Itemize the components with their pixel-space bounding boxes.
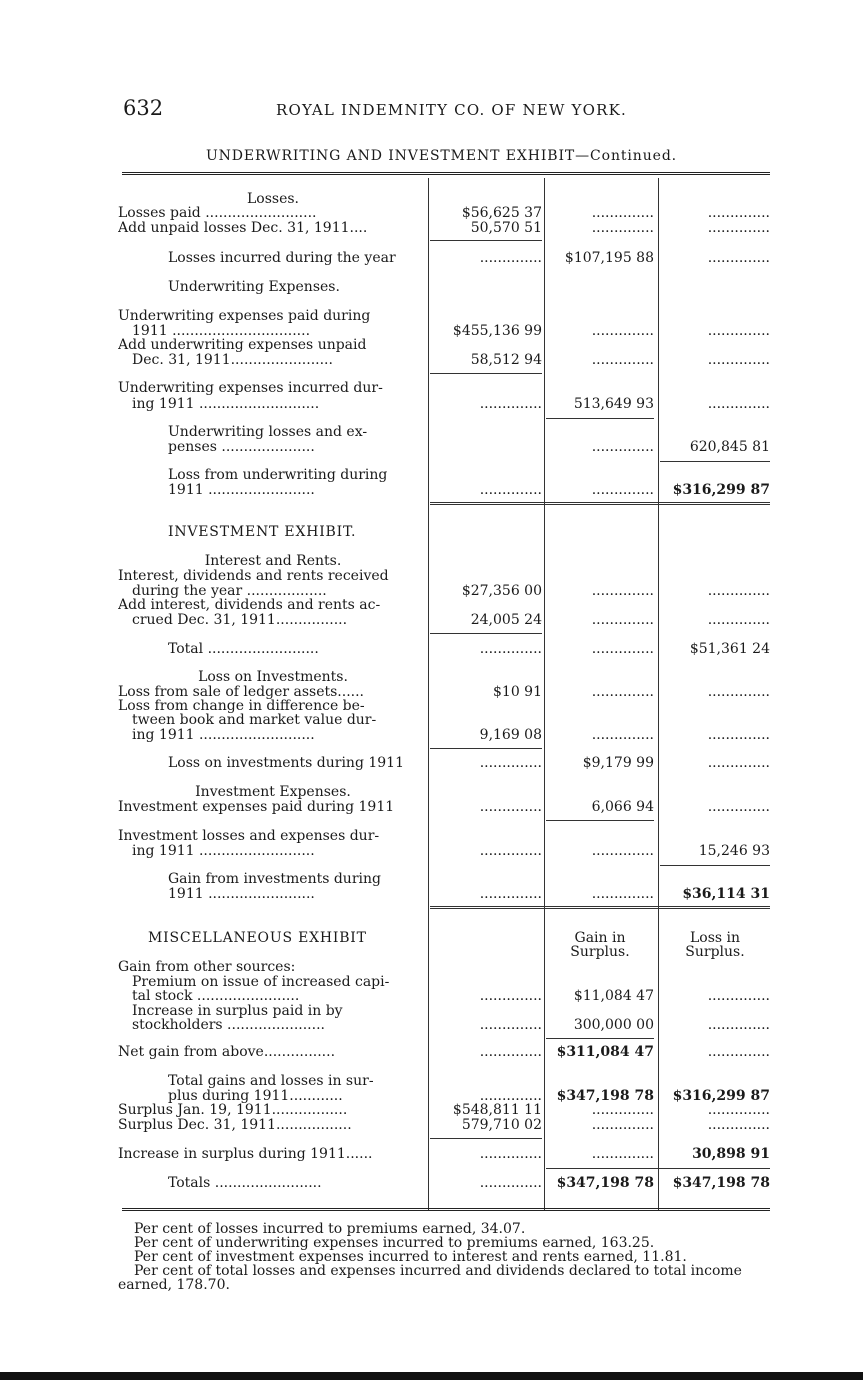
- cell-col1: 9,169 08: [479, 728, 542, 743]
- row-label: Surplus Jan. 19, 1911.................: [118, 1103, 348, 1118]
- column-divider: [544, 178, 545, 1210]
- row-label: 1911 ...............................: [132, 324, 311, 339]
- cell-col1: $56,625 37: [461, 206, 542, 221]
- cell-col1: ..............: [479, 887, 542, 902]
- row-label: Loss from underwriting during: [168, 468, 388, 483]
- cell-col3: ..............: [707, 800, 770, 815]
- row-label: Gain from other sources:: [118, 960, 296, 975]
- cell-col3: $347,198 78: [672, 1176, 770, 1191]
- cell-col2: $347,198 78: [556, 1089, 654, 1104]
- row-label: Interest, dividends and rents received: [118, 569, 389, 584]
- cell-col1: $27,356 00: [461, 584, 542, 599]
- running-head: ROYAL INDEMNITY CO. OF NEW YORK.: [275, 101, 628, 119]
- cell-col1: ..............: [479, 1147, 542, 1162]
- row-label: Increase in surplus during 1911......: [118, 1147, 373, 1162]
- subtotal-rule: [430, 373, 542, 374]
- cell-col3: ..............: [707, 1018, 770, 1033]
- cell-col1: ..............: [479, 1018, 542, 1033]
- row-label: Add interest, dividends and rents ac-: [118, 598, 381, 613]
- row-label: Net gain from above................: [118, 1045, 336, 1060]
- cell-col1: ..............: [479, 844, 542, 859]
- cell-col1: ..............: [479, 989, 542, 1004]
- cell-col1: ..............: [479, 251, 542, 266]
- footnote: Per cent of losses incurred to premiums earned, 34.07.: [134, 1221, 526, 1237]
- cell-col2: ..............: [591, 613, 654, 628]
- cell-col3: 30,898 91: [692, 1147, 770, 1162]
- cell-col2: ..............: [591, 584, 654, 599]
- row-label: Losses paid .........................: [118, 206, 317, 221]
- footnotes: [118, 1222, 778, 1292]
- row-label: tween book and market value dur-: [132, 713, 377, 728]
- loss-in-surplus-header: Surplus.: [685, 945, 745, 960]
- cell-col1: $455,136 99: [452, 324, 542, 339]
- page-number: 632: [123, 96, 164, 120]
- row-label: penses .....................: [168, 440, 315, 455]
- subtotal-rule: [546, 418, 654, 419]
- section-double-rule: [430, 502, 770, 505]
- row-label: Add underwriting expenses unpaid: [118, 338, 367, 353]
- cell-col2: ..............: [591, 353, 654, 368]
- gain-in-surplus-header: Surplus.: [570, 945, 630, 960]
- gain-in-surplus-header: Gain in: [574, 931, 626, 946]
- cell-col2: $9,179 99: [582, 756, 654, 771]
- bottom-rule: [122, 1208, 770, 1211]
- row-label: Loss from sale of ledger assets......: [118, 685, 365, 700]
- row-label: Surplus Dec. 31, 1911.................: [118, 1118, 352, 1133]
- cell-col2: ..............: [591, 221, 654, 236]
- row-label: Underwriting expenses paid during: [118, 309, 371, 324]
- row-label: Underwriting losses and ex-: [168, 425, 368, 440]
- cell-col3: ..............: [707, 397, 770, 412]
- cell-col3: ..............: [707, 1045, 770, 1060]
- section-heading: Loss on Investments.: [198, 670, 348, 685]
- cell-col2: ..............: [591, 206, 654, 221]
- row-label: plus during 1911............: [168, 1089, 343, 1104]
- cell-col1: ..............: [479, 800, 542, 815]
- cell-col1: 58,512 94: [470, 353, 542, 368]
- row-label: Gain from investments during: [168, 872, 381, 887]
- row-label: stockholders ......................: [132, 1018, 325, 1033]
- row-label: ing 1911 ...........................: [132, 397, 320, 412]
- cell-col2: 300,000 00: [573, 1018, 654, 1033]
- cell-col3: ..............: [707, 1118, 770, 1133]
- cell-col2: $347,198 78: [556, 1176, 654, 1191]
- section-heading: Losses.: [246, 192, 299, 207]
- subtotal-rule: [546, 1038, 654, 1039]
- cell-col3: ..............: [707, 324, 770, 339]
- cell-col3: $316,299 87: [672, 1089, 770, 1104]
- cell-col3: ..............: [707, 989, 770, 1004]
- cell-col3: ..............: [707, 1103, 770, 1118]
- row-label: 1911 ........................: [168, 483, 315, 498]
- row-label: Increase in surplus paid in by: [132, 1004, 343, 1019]
- cell-col1: ..............: [479, 1176, 542, 1191]
- cell-col3: ..............: [707, 584, 770, 599]
- cell-col2: ..............: [591, 844, 654, 859]
- cell-col2: ..............: [591, 483, 654, 498]
- row-label: Loss on investments during 1911: [168, 756, 404, 771]
- subtotal-rule: [430, 633, 542, 634]
- cell-col2: 513,649 93: [573, 397, 654, 412]
- row-label: crued Dec. 31, 1911................: [132, 613, 348, 628]
- scan-edge: [0, 1372, 863, 1380]
- row-label: Investment losses and expenses dur-: [118, 829, 380, 844]
- row-label: ing 1911 ..........................: [132, 728, 315, 743]
- cell-col2: ..............: [591, 887, 654, 902]
- cell-col2: $311,084 47: [556, 1045, 654, 1060]
- cell-col2: ..............: [591, 642, 654, 657]
- cell-col2: 6,066 94: [591, 800, 654, 815]
- cell-col3: $36,114 31: [682, 887, 770, 902]
- row-label: Total gains and losses in sur-: [168, 1074, 374, 1089]
- footnote: Per cent of investment expenses incurred to interest and rents earned, 11.81.: [134, 1249, 687, 1265]
- row-label: Premium on issue of increased capi-: [132, 975, 390, 990]
- row-label: Totals ........................: [168, 1176, 322, 1191]
- cell-col1: 579,710 02: [461, 1118, 542, 1133]
- column-divider: [658, 178, 659, 1210]
- loss-in-surplus-header: Loss in: [689, 931, 741, 946]
- cell-col2: ..............: [591, 1147, 654, 1162]
- footnote: Per cent of total losses and expenses incurred and dividends declared to total income earned, 178.70.: [118, 1263, 742, 1293]
- cell-col3: ..............: [707, 206, 770, 221]
- section-heading: MISCELLANEOUS EXHIBIT: [148, 931, 367, 946]
- subtotal-rule: [660, 865, 770, 866]
- cell-col3: $316,299 87: [672, 483, 770, 498]
- row-label: 1911 ........................: [168, 887, 315, 902]
- cell-col1: ..............: [479, 756, 542, 771]
- cell-col2: ..............: [591, 324, 654, 339]
- row-label: Add unpaid losses Dec. 31, 1911....: [118, 221, 368, 236]
- cell-col2: $107,195 88: [564, 251, 654, 266]
- row-label: Total .........................: [168, 642, 319, 657]
- cell-col1: $10 91: [493, 685, 542, 700]
- cell-col2: ..............: [591, 1118, 654, 1133]
- cell-col3: ..............: [707, 728, 770, 743]
- cell-col1: ..............: [479, 642, 542, 657]
- section-heading: Underwriting Expenses.: [168, 280, 340, 295]
- subtotal-rule: [430, 240, 542, 241]
- cell-col1: 50,570 51: [470, 221, 542, 236]
- subtotal-rule: [430, 748, 542, 749]
- cell-col2: ..............: [591, 728, 654, 743]
- subtotal-rule: [430, 1138, 542, 1139]
- footnote: Per cent of underwriting expenses incurred to premiums earned, 163.25.: [134, 1235, 655, 1251]
- row-label: Underwriting expenses incurred dur-: [118, 381, 383, 396]
- section-double-rule: [430, 906, 770, 909]
- cell-col3: ..............: [707, 221, 770, 236]
- section-heading: INVESTMENT EXHIBIT.: [168, 525, 357, 540]
- cell-col1: ..............: [479, 1045, 542, 1060]
- cell-col3: 15,246 93: [698, 844, 770, 859]
- cell-col2: ..............: [591, 1103, 654, 1118]
- subtotal-rule: [660, 461, 770, 462]
- subtotal-rule: [546, 1168, 770, 1169]
- cell-col3: ..............: [707, 353, 770, 368]
- row-label: tal stock .......................: [132, 989, 300, 1004]
- section-heading: Investment Expenses.: [195, 785, 351, 800]
- cell-col3: ..............: [707, 685, 770, 700]
- row-label: ing 1911 ..........................: [132, 844, 315, 859]
- cell-col3: $51,361 24: [689, 642, 770, 657]
- cell-col1: ..............: [479, 397, 542, 412]
- cell-col3: ..............: [707, 756, 770, 771]
- cell-col2: $11,084 47: [573, 989, 654, 1004]
- row-label: during the year ..................: [132, 584, 327, 599]
- cell-col1: ..............: [479, 1089, 542, 1104]
- subtotal-rule: [546, 820, 654, 821]
- exhibit-title: UNDERWRITING AND INVESTMENT EXHIBIT—Continued.: [205, 148, 678, 164]
- column-divider: [428, 178, 429, 1210]
- cell-col2: ..............: [591, 685, 654, 700]
- top-rule: [122, 172, 770, 175]
- row-label: Loss from change in difference be-: [118, 699, 365, 714]
- exhibit-table: [118, 178, 773, 1210]
- section-heading: Interest and Rents.: [204, 554, 342, 569]
- cell-col3: ..............: [707, 251, 770, 266]
- cell-col3: 620,845 81: [689, 440, 770, 455]
- cell-col1: $548,811 11: [452, 1103, 542, 1118]
- row-label: Losses incurred during the year: [168, 251, 396, 266]
- row-label: Investment expenses paid during 1911: [118, 800, 395, 815]
- row-label: Dec. 31, 1911.......................: [132, 353, 333, 368]
- cell-col2: ..............: [591, 440, 654, 455]
- cell-col1: ..............: [479, 483, 542, 498]
- cell-col3: ..............: [707, 613, 770, 628]
- cell-col1: 24,005 24: [470, 613, 542, 628]
